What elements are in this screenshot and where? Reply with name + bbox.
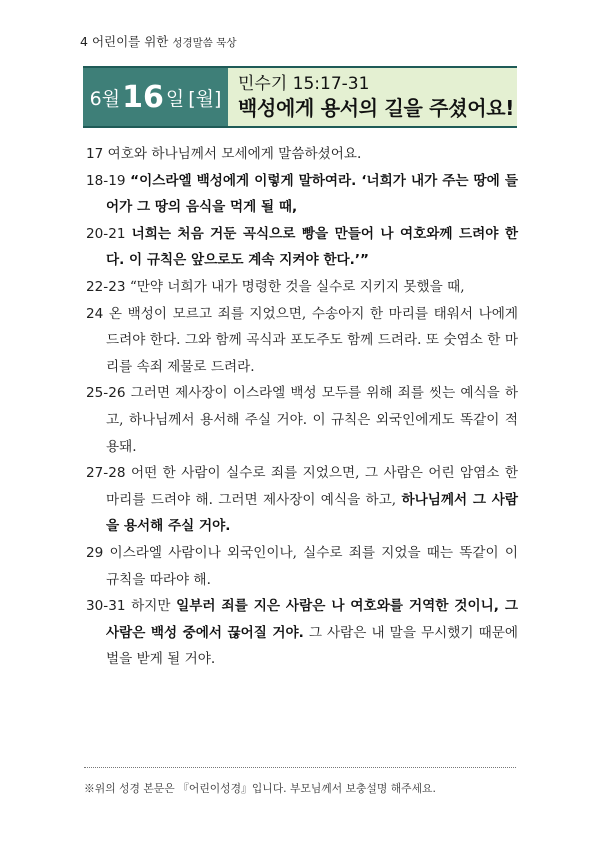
verse-text-emphasis: 하나님께서 그 사람을 용서해 주실 거야. (106, 491, 518, 535)
date-box (83, 68, 228, 126)
verse-text-emphasis: 너희는 처음 거둔 곡식으로 빵을 만들어 나 여호와께 드려야 한다. 이 규칙은 앞으로도 계속 지켜야 한다.’” (106, 225, 518, 269)
date-day: 16 (122, 79, 164, 115)
verse-number: 24 (86, 305, 104, 322)
scripture-text (86, 141, 518, 673)
footnote-divider (84, 767, 516, 768)
verse (86, 274, 518, 301)
verse-text-emphasis: “이스라엘 백성에게 이렇게 말하여라. ‘너희가 내가 주는 땅에 들어가 그 땅의 음식을 먹게 될 때, (106, 172, 518, 216)
verse-number: 20-21 (86, 225, 126, 242)
verse-text: 이스라엘 사람이나 외국인이나, 실수로 죄를 지었을 때는 똑같이 이 규칙을 따라야 해. (106, 544, 518, 588)
page-title: 백성에게 용서의 길을 주셨어요! (238, 96, 515, 120)
verse-text: 어떤 한 사람이 실수로 죄를 지었으면, 그 사람은 어린 암염소 한 마리를 드려야 해. 그러면 제사장이 예식을 하고, (106, 465, 518, 508)
devotion-header (83, 66, 517, 128)
verse-number: 17 (86, 146, 104, 162)
verse-number: 22-23 (86, 278, 126, 295)
page-number: 4 (80, 34, 88, 49)
verse-text: 하지만 (131, 598, 177, 615)
footnote: ※위의 성경 본문은 『어린이성경』입니다. 부모님께서 보충설명 해주세요. (84, 782, 436, 795)
verse-number: 27-28 (86, 465, 126, 482)
verse-number: 30-31 (86, 598, 126, 615)
verse (86, 168, 518, 221)
verse-text-emphasis: 일부러 죄를 지은 사람은 나 여호와를 거역한 것이니, 그 사람은 백성 중에서 끊어질 거야. (106, 598, 518, 641)
verse-text: “만약 너희가 내가 명령한 것을 실수로 지키지 못했을 때, (129, 278, 465, 295)
verse (86, 593, 518, 673)
date-month: 6월 (89, 87, 121, 110)
verse-number: 18-19 (86, 172, 126, 189)
verse (86, 540, 518, 593)
book-subtitle: 성경말씀 묵상 (172, 37, 237, 49)
passage-reference: 민수기 15:17-31 (238, 74, 370, 94)
verse-text: 온 백성이 모르고 죄를 지었으면, 수송아지 한 마리를 태워서 나에게 드려야 한다. 그와 함께 곡식과 포도주도 함께 드려라. 또 숫염소 한 마리를 속죄 제물로 드려라. (106, 305, 519, 375)
date-weekday: [월] (188, 87, 222, 110)
verse (86, 221, 518, 274)
verse-number: 25-26 (86, 385, 126, 402)
verse (86, 141, 518, 168)
verse-text: 그 사람은 내 말을 무시했기 때문에 벌을 받게 될 거야. (106, 624, 518, 668)
verse (86, 460, 518, 540)
date-day-suffix: 일 (165, 87, 185, 110)
running-head (80, 32, 237, 50)
verse (86, 380, 518, 460)
verse-number: 29 (86, 544, 104, 561)
verse (86, 301, 518, 381)
verse-text: 여호와 하나님께서 모세에게 말씀하셨어요. (107, 146, 362, 162)
title-box (228, 68, 517, 126)
book-title: 어린이를 위한 (91, 34, 169, 49)
verse-text: 그러면 제사장이 이스라엘 백성 모두를 위해 죄를 씻는 예식을 하고, 하나님께서 용서해 주실 거야. 이 규칙은 외국인에게도 똑같이 적용돼. (106, 385, 518, 455)
